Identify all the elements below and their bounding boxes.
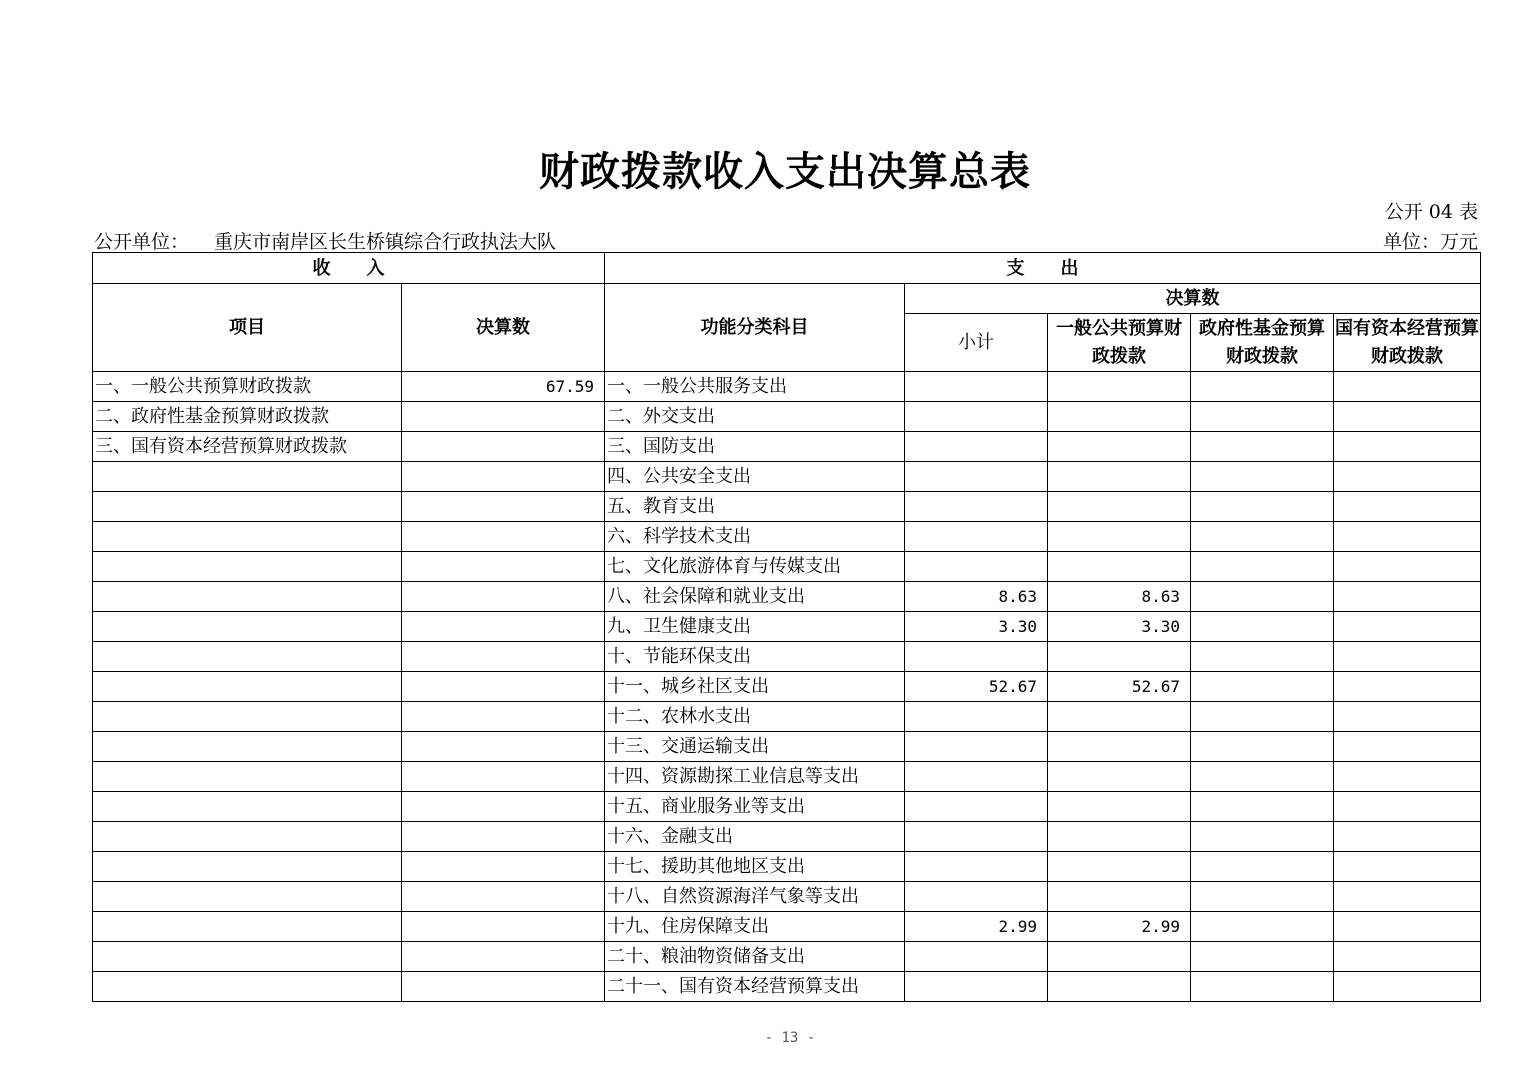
table-row — [93, 972, 1481, 1002]
subtotal-cell — [905, 522, 1048, 552]
general-budget-cell — [1048, 792, 1191, 822]
table-body — [93, 372, 1481, 1002]
table-row — [93, 822, 1481, 852]
gov-fund-cell — [1191, 972, 1334, 1002]
general-budget-cell — [1048, 732, 1191, 762]
expense-item-cell: 十五、商业服务业等支出 — [605, 792, 905, 822]
income-item-cell — [93, 582, 402, 612]
expense-item-cell: 二、外交支出 — [605, 402, 905, 432]
state-capital-cell — [1334, 492, 1481, 522]
income-item-cell — [93, 912, 402, 942]
income-value-cell — [402, 492, 605, 522]
gov-fund-cell — [1191, 942, 1334, 972]
gov-fund-cell — [1191, 432, 1334, 462]
gov-fund-cell — [1191, 792, 1334, 822]
table-row — [93, 402, 1481, 432]
settlement-header: 决算数 — [402, 284, 605, 372]
general-budget-cell: 8.63 — [1048, 582, 1191, 612]
income-value-cell — [402, 942, 605, 972]
table-row — [93, 942, 1481, 972]
subtotal-cell — [905, 552, 1048, 582]
expense-header: 支 出 — [605, 253, 1481, 284]
expense-item-cell: 十二、农林水支出 — [605, 702, 905, 732]
table-row — [93, 432, 1481, 462]
gov-fund-cell — [1191, 762, 1334, 792]
table-row — [93, 552, 1481, 582]
subtotal-cell — [905, 372, 1048, 402]
subtotal-header: 小计 — [905, 314, 1048, 372]
income-item-cell — [93, 672, 402, 702]
page-number: - 13 - — [764, 1030, 816, 1046]
state-capital-cell — [1334, 552, 1481, 582]
state-capital-cell — [1334, 762, 1481, 792]
income-value-cell — [402, 432, 605, 462]
subtotal-cell — [905, 882, 1048, 912]
settlement-table — [92, 252, 1481, 1002]
state-capital-header: 国有资本经营预算财政拨款 — [1334, 314, 1481, 372]
state-capital-cell — [1334, 732, 1481, 762]
table-row — [93, 882, 1481, 912]
state-capital-cell — [1334, 612, 1481, 642]
state-capital-cell — [1334, 432, 1481, 462]
expense-item-cell: 二十、粮油物资储备支出 — [605, 942, 905, 972]
table-row — [93, 372, 1481, 402]
general-budget-cell: 2.99 — [1048, 912, 1191, 942]
expense-item-cell: 十四、资源勘探工业信息等支出 — [605, 762, 905, 792]
table-row — [93, 792, 1481, 822]
gov-fund-cell — [1191, 612, 1334, 642]
gov-fund-cell — [1191, 642, 1334, 672]
income-value-cell — [402, 792, 605, 822]
table-row — [93, 492, 1481, 522]
general-budget-cell: 3.30 — [1048, 612, 1191, 642]
state-capital-cell — [1334, 372, 1481, 402]
income-value-cell — [402, 852, 605, 882]
unit-label: 公开单位： — [94, 231, 190, 253]
general-budget-cell — [1048, 972, 1191, 1002]
income-value-cell — [402, 402, 605, 432]
income-value-cell — [402, 642, 605, 672]
general-budget-cell — [1048, 432, 1191, 462]
income-item-cell — [93, 972, 402, 1002]
income-value-cell: 67.59 — [402, 372, 605, 402]
expense-item-cell: 三、国防支出 — [605, 432, 905, 462]
table-row — [93, 672, 1481, 702]
subtotal-cell — [905, 762, 1048, 792]
state-capital-cell — [1334, 912, 1481, 942]
reporting-unit — [94, 227, 556, 254]
general-budget-cell — [1048, 762, 1191, 792]
gov-fund-cell — [1191, 552, 1334, 582]
gov-fund-cell — [1191, 702, 1334, 732]
general-budget-cell — [1048, 822, 1191, 852]
general-budget-cell: 52.67 — [1048, 672, 1191, 702]
expense-item-cell: 十、节能环保支出 — [605, 642, 905, 672]
table-row — [93, 732, 1481, 762]
income-item-cell — [93, 942, 402, 972]
expense-item-cell: 二十一、国有资本经营预算支出 — [605, 972, 905, 1002]
general-budget-header: 一般公共预算财政拨款 — [1048, 314, 1191, 372]
income-value-cell — [402, 612, 605, 642]
function-class-header: 功能分类科目 — [605, 284, 905, 372]
income-item-cell: 三、国有资本经营预算财政拨款 — [93, 432, 402, 462]
subtotal-cell — [905, 822, 1048, 852]
general-budget-cell — [1048, 942, 1191, 972]
expense-item-cell: 十七、援助其他地区支出 — [605, 852, 905, 882]
income-item-cell — [93, 792, 402, 822]
income-value-cell — [402, 732, 605, 762]
income-value-cell — [402, 582, 605, 612]
state-capital-cell — [1334, 702, 1481, 732]
table-row — [93, 582, 1481, 612]
expense-item-cell: 五、教育支出 — [605, 492, 905, 522]
gov-fund-cell — [1191, 852, 1334, 882]
gov-fund-header: 政府性基金预算财政拨款 — [1191, 314, 1334, 372]
expense-item-cell: 一、一般公共服务支出 — [605, 372, 905, 402]
table-row — [93, 852, 1481, 882]
income-value-cell — [402, 522, 605, 552]
state-capital-cell — [1334, 852, 1481, 882]
income-value-cell — [402, 672, 605, 702]
income-item-cell — [93, 642, 402, 672]
state-capital-cell — [1334, 972, 1481, 1002]
subtotal-cell — [905, 852, 1048, 882]
income-item-cell: 二、政府性基金预算财政拨款 — [93, 402, 402, 432]
expense-item-cell: 十六、金融支出 — [605, 822, 905, 852]
subtotal-cell — [905, 942, 1048, 972]
subtotal-cell — [905, 492, 1048, 522]
state-capital-cell — [1334, 882, 1481, 912]
general-budget-cell — [1048, 852, 1191, 882]
subtotal-cell — [905, 732, 1048, 762]
gov-fund-cell — [1191, 672, 1334, 702]
income-item-cell — [93, 612, 402, 642]
unit-name: 重庆市南岸区长生桥镇综合行政执法大队 — [214, 231, 557, 253]
subtotal-cell — [905, 462, 1048, 492]
expense-item-cell: 十八、自然资源海洋气象等支出 — [605, 882, 905, 912]
gov-fund-cell — [1191, 882, 1334, 912]
income-value-cell — [402, 822, 605, 852]
state-capital-cell — [1334, 822, 1481, 852]
income-value-cell — [402, 462, 605, 492]
expense-item-cell: 十一、城乡社区支出 — [605, 672, 905, 702]
table-row — [93, 702, 1481, 732]
income-item-cell — [93, 882, 402, 912]
general-budget-cell — [1048, 492, 1191, 522]
general-budget-cell — [1048, 702, 1191, 732]
state-capital-cell — [1334, 672, 1481, 702]
page-title: 财政拨款收入支出决算总表 — [539, 148, 1031, 195]
table-row — [93, 522, 1481, 552]
income-item-cell — [93, 702, 402, 732]
subtotal-cell — [905, 432, 1048, 462]
state-capital-cell — [1334, 642, 1481, 672]
form-number: 公开 04 表 — [1384, 201, 1478, 223]
gov-fund-cell — [1191, 912, 1334, 942]
general-budget-cell — [1048, 522, 1191, 552]
gov-fund-cell — [1191, 492, 1334, 522]
gov-fund-cell — [1191, 462, 1334, 492]
gov-fund-cell — [1191, 372, 1334, 402]
gov-fund-cell — [1191, 582, 1334, 612]
state-capital-cell — [1334, 462, 1481, 492]
subtotal-cell — [905, 642, 1048, 672]
expense-item-cell: 十三、交通运输支出 — [605, 732, 905, 762]
income-value-cell — [402, 882, 605, 912]
expense-item-cell: 七、文化旅游体育与传媒支出 — [605, 552, 905, 582]
income-header: 收 入 — [93, 253, 605, 284]
table-row — [93, 642, 1481, 672]
expense-item-cell: 十九、住房保障支出 — [605, 912, 905, 942]
currency-unit: 单位：万元 — [1382, 231, 1478, 253]
table-row — [93, 762, 1481, 792]
subtotal-cell — [905, 972, 1048, 1002]
expense-item-cell: 四、公共安全支出 — [605, 462, 905, 492]
income-item-cell — [93, 492, 402, 522]
gov-fund-cell — [1191, 822, 1334, 852]
state-capital-cell — [1334, 582, 1481, 612]
income-item-cell: 一、一般公共预算财政拨款 — [93, 372, 402, 402]
income-value-cell — [402, 912, 605, 942]
income-value-cell — [402, 552, 605, 582]
general-budget-cell — [1048, 882, 1191, 912]
general-budget-cell — [1048, 402, 1191, 432]
gov-fund-cell — [1191, 402, 1334, 432]
general-budget-cell — [1048, 642, 1191, 672]
income-value-cell — [402, 762, 605, 792]
subtotal-cell: 3.30 — [905, 612, 1048, 642]
gov-fund-cell — [1191, 732, 1334, 762]
income-item-cell — [93, 522, 402, 552]
subtotal-cell — [905, 702, 1048, 732]
table-row — [93, 612, 1481, 642]
subtotal-cell — [905, 402, 1048, 432]
subtotal-cell: 2.99 — [905, 912, 1048, 942]
subtotal-cell: 8.63 — [905, 582, 1048, 612]
general-budget-cell — [1048, 552, 1191, 582]
general-budget-cell — [1048, 372, 1191, 402]
general-budget-cell — [1048, 462, 1191, 492]
income-item-cell — [93, 852, 402, 882]
expense-item-cell: 六、科学技术支出 — [605, 522, 905, 552]
income-item-cell — [93, 732, 402, 762]
state-capital-cell — [1334, 942, 1481, 972]
income-item-cell — [93, 762, 402, 792]
expense-item-cell: 九、卫生健康支出 — [605, 612, 905, 642]
table-row — [93, 462, 1481, 492]
item-header: 项目 — [93, 284, 402, 372]
state-capital-cell — [1334, 402, 1481, 432]
gov-fund-cell — [1191, 522, 1334, 552]
state-capital-cell — [1334, 792, 1481, 822]
expense-item-cell: 八、社会保障和就业支出 — [605, 582, 905, 612]
income-item-cell — [93, 822, 402, 852]
subtotal-cell: 52.67 — [905, 672, 1048, 702]
income-value-cell — [402, 972, 605, 1002]
table-row — [93, 912, 1481, 942]
subtotal-cell — [905, 792, 1048, 822]
income-item-cell — [93, 552, 402, 582]
settlement-group-header: 决算数 — [905, 284, 1481, 314]
income-item-cell — [93, 462, 402, 492]
state-capital-cell — [1334, 522, 1481, 552]
income-value-cell — [402, 702, 605, 732]
